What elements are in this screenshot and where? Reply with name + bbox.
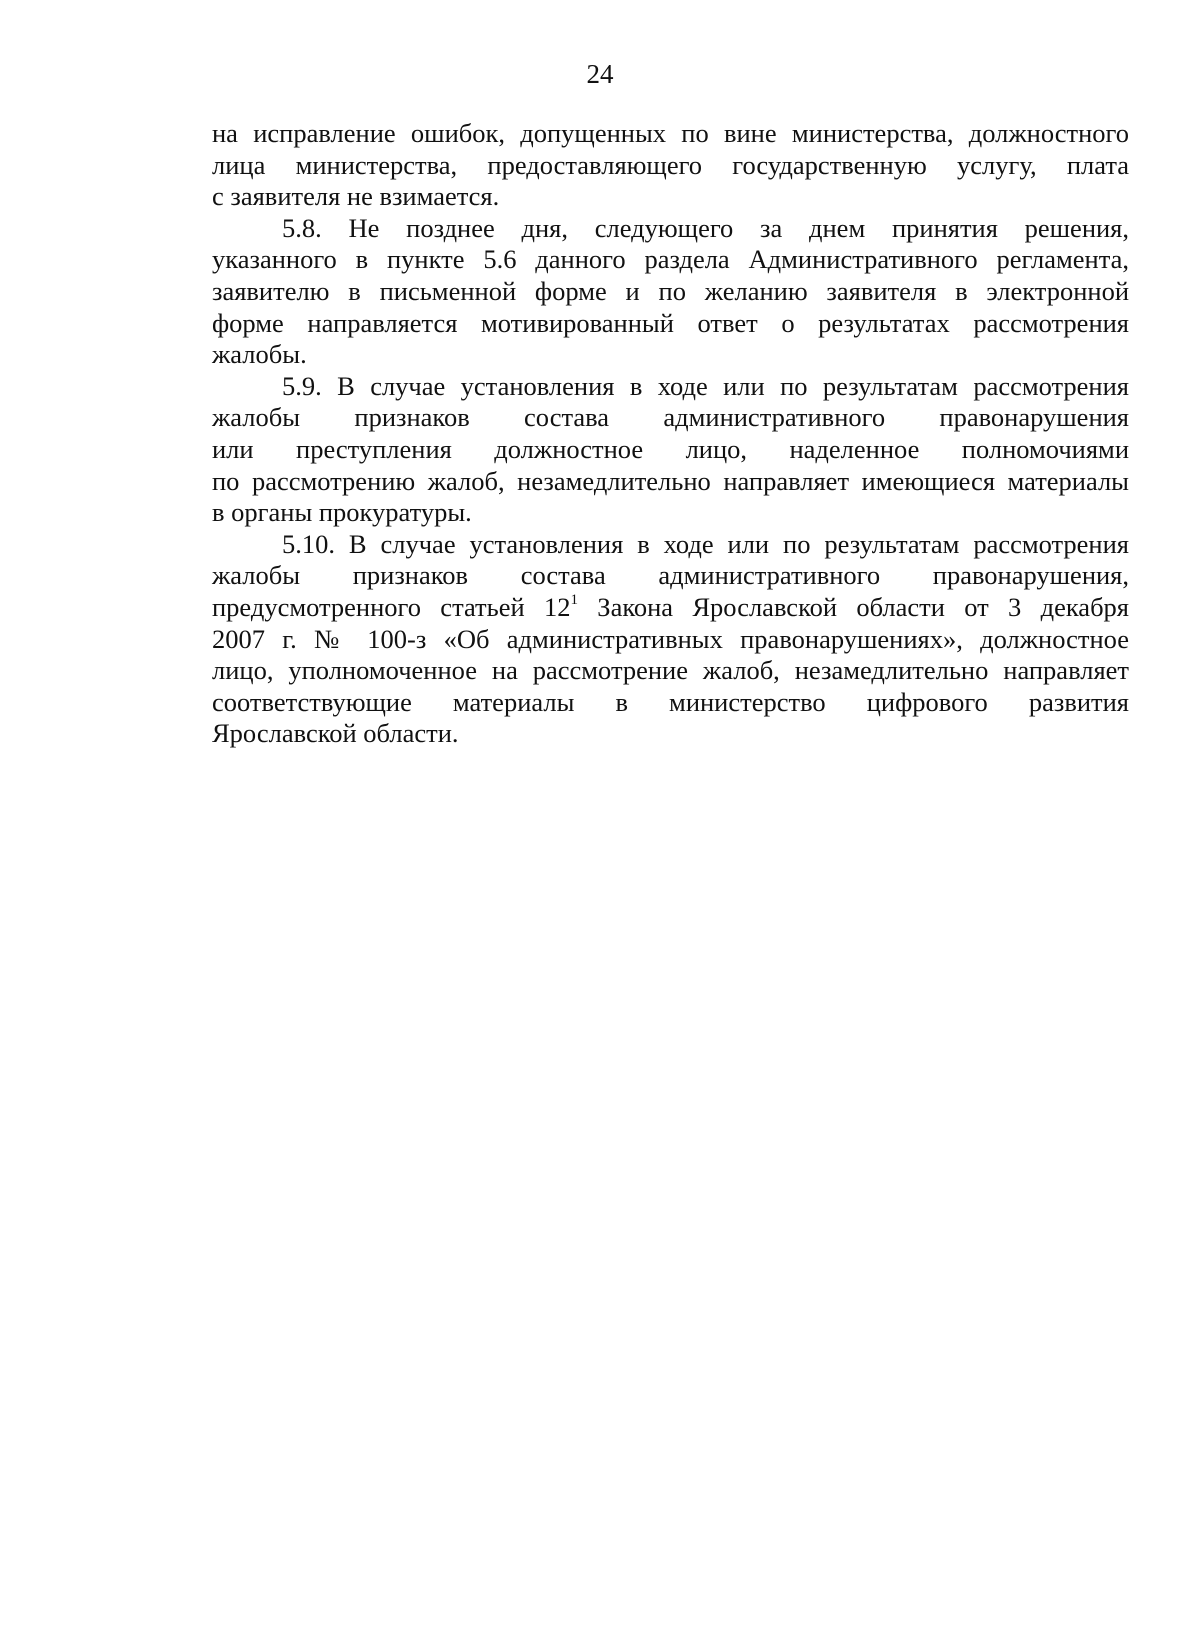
text-line: лицо, уполномоченное на рассмотрение жалоб, незамедлительно направляет xyxy=(212,655,1129,686)
text-line: жалобы признаков состава административного правонарушения, xyxy=(212,560,1129,591)
page-number: 24 xyxy=(586,59,614,89)
text-line: жалобы. xyxy=(212,339,307,370)
text-line: 5.10. В случае установления в ходе или по результатам рассмотрения xyxy=(282,528,1129,559)
text-line: в органы прокуратуры. xyxy=(212,497,472,528)
text-line: 5.8. Не позднее дня, следующего за днем принятия решения, xyxy=(282,212,1129,243)
document-body xyxy=(212,118,1129,750)
paragraph-5-8 xyxy=(212,213,1129,371)
paragraph-continuation xyxy=(212,118,1129,213)
text-line: Ярославской области. xyxy=(212,718,459,749)
text-line: на исправление ошибок, допущенных по вине министерства, должностного xyxy=(212,118,1129,148)
text-line: по рассмотрению жалоб, незамедлительно направляет имеющиеся материалы xyxy=(212,465,1129,496)
paragraph-5-9 xyxy=(212,371,1129,529)
text-line: соответствующие материалы в министерство цифрового развития xyxy=(212,686,1129,717)
text-line: или преступления должностное лицо, наделенное полномочиями xyxy=(212,433,1129,464)
text-fragment: предусмотренного статьей 12 xyxy=(212,591,571,622)
text-line: указанного в пункте 5.6 данного раздела Административного регламента, xyxy=(212,244,1129,275)
text-line: 5.9. В случае установления в ходе или по результатам рассмотрения xyxy=(282,370,1129,401)
text-line: форме направляется мотивированный ответ о результатах рассмотрения xyxy=(212,307,1129,338)
text-line-with-superscript xyxy=(212,592,1129,624)
text-line: с заявителя не взимается. xyxy=(212,181,500,212)
superscript-marker: 1 xyxy=(570,592,578,609)
text-line: лица министерства, предоставляющего государственную услугу, плата xyxy=(212,149,1129,180)
text-line: жалобы признаков состава административного правонарушения xyxy=(212,402,1129,433)
text-line: 2007 г. № 100-з «Об административных правонарушениях», должностное xyxy=(212,623,1129,654)
text-line: заявителю в письменной форме и по желанию заявителя в электронной xyxy=(212,275,1129,306)
paragraph-5-10 xyxy=(212,529,1129,750)
text-fragment: Закона Ярославской области от 3 декабря xyxy=(577,591,1129,622)
